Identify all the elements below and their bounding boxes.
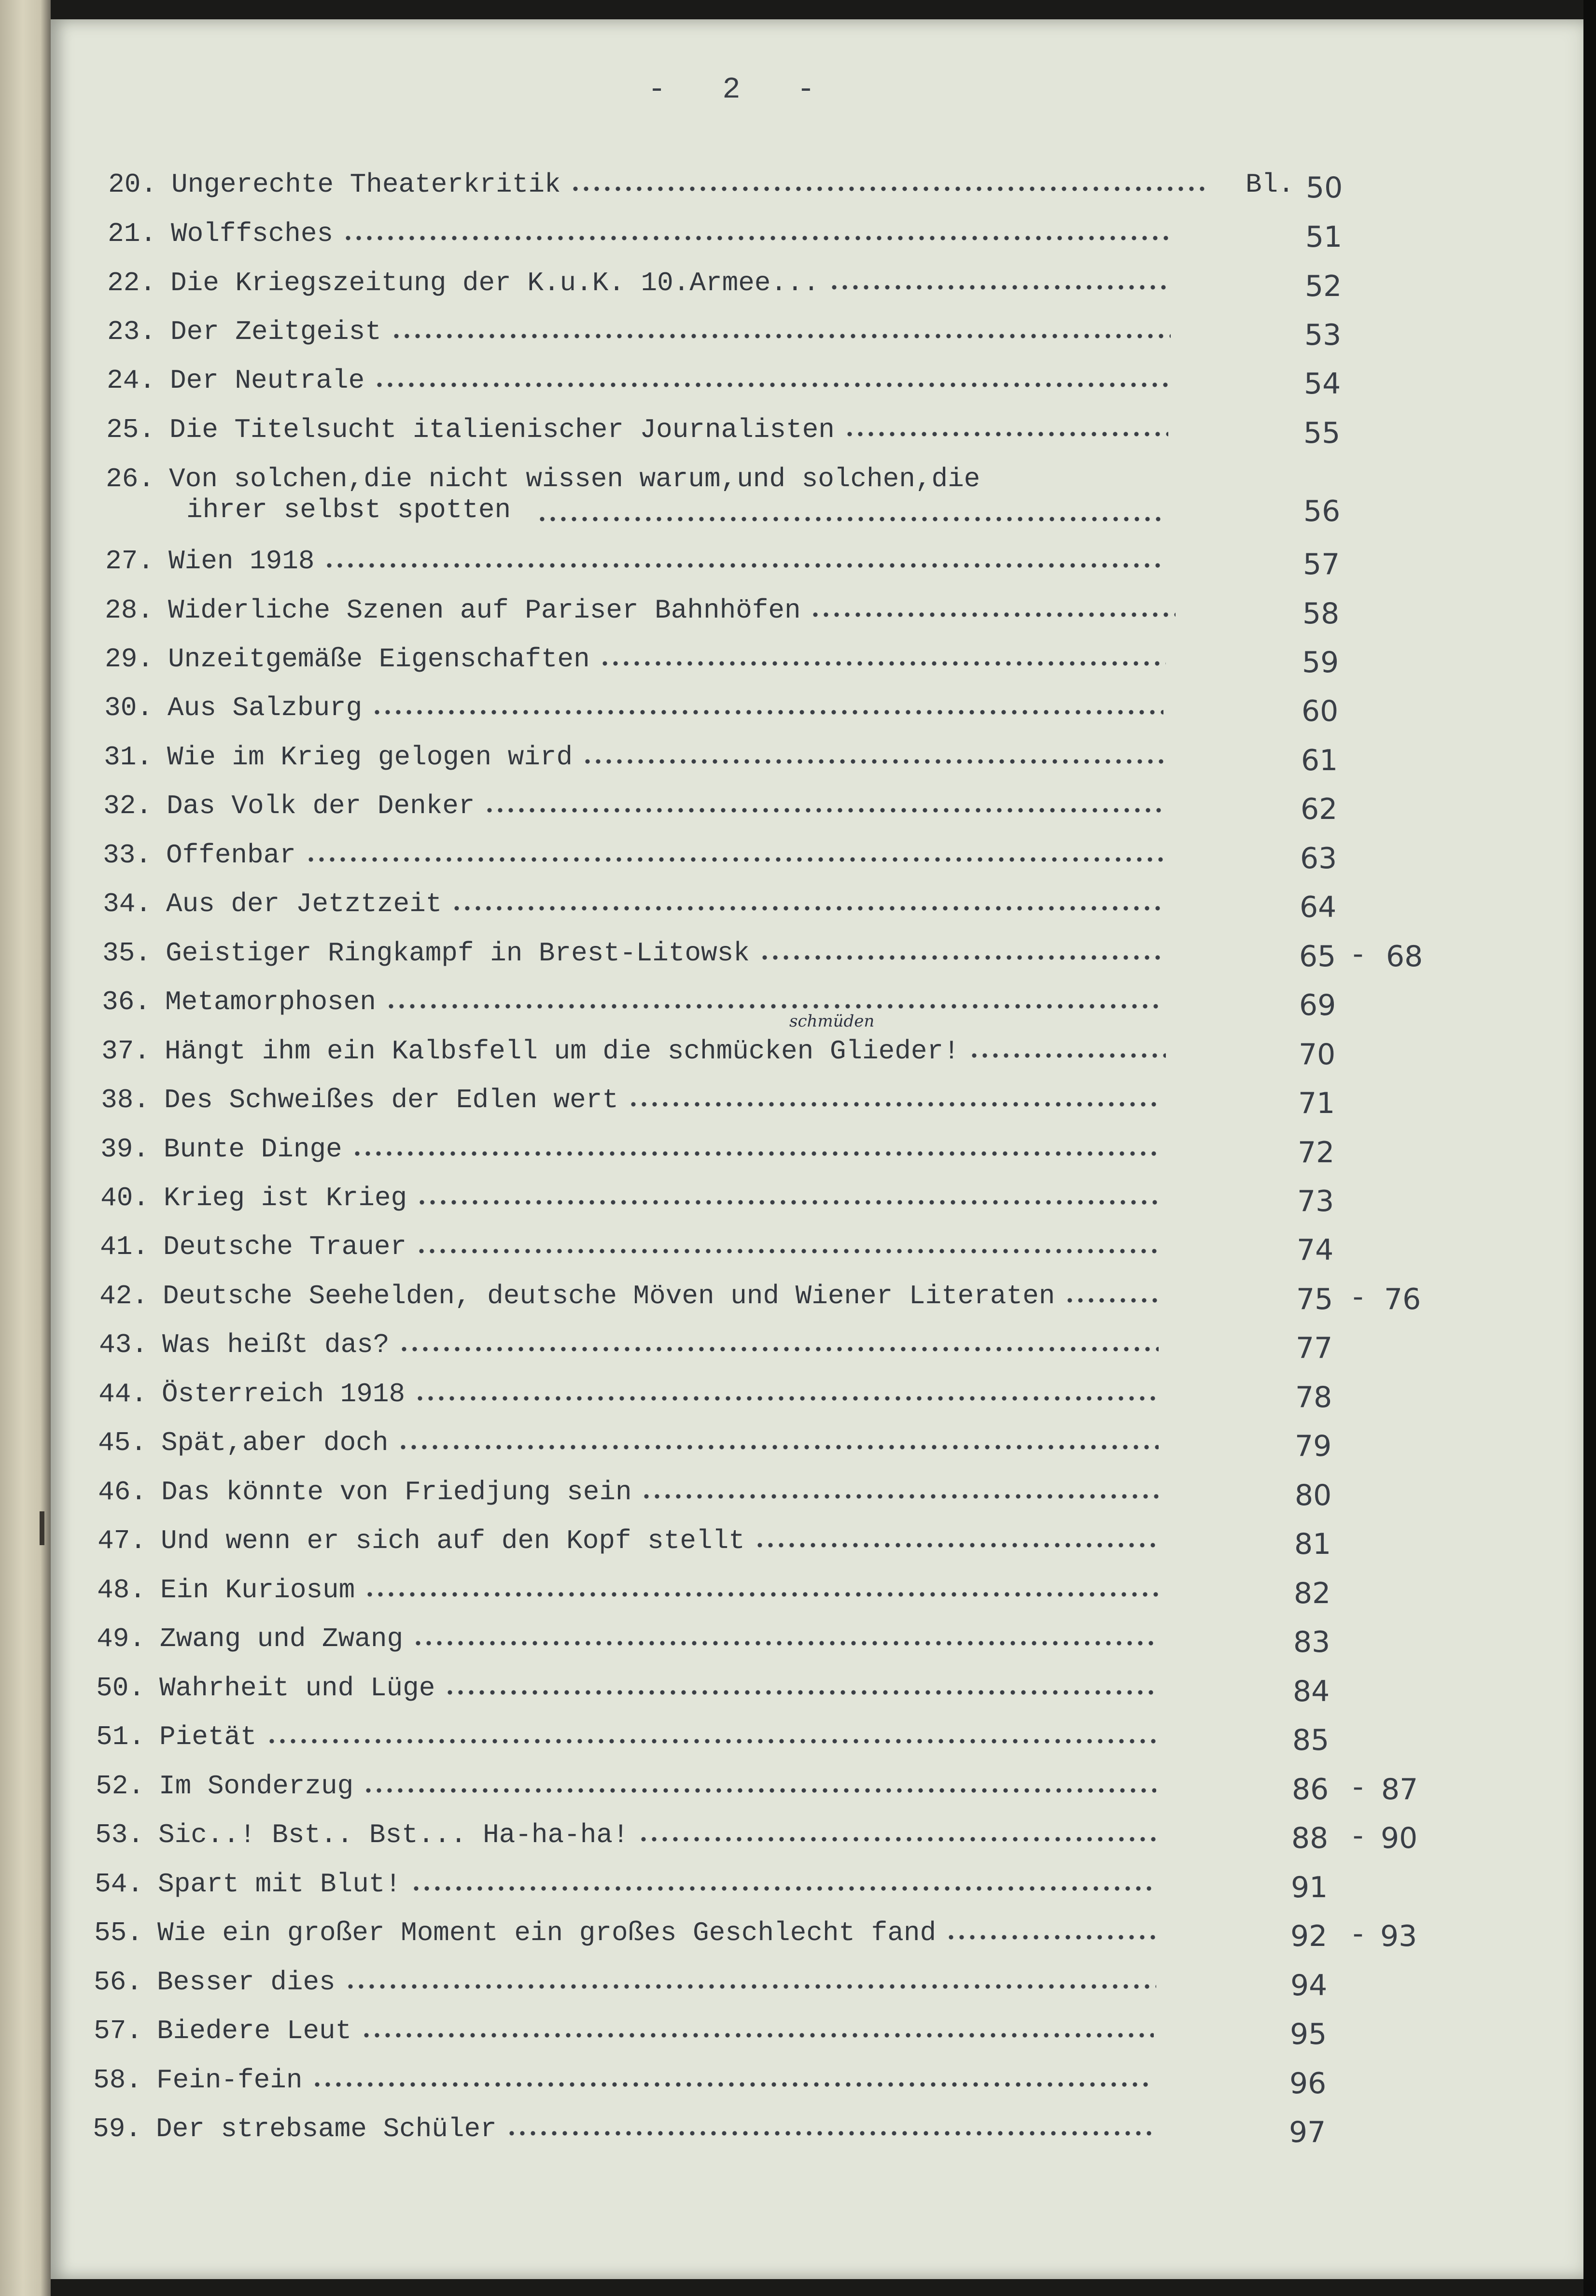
table-row — [51, 1525, 1583, 1574]
entry-title — [170, 268, 819, 298]
entry-number: 37. — [101, 1036, 150, 1067]
table-row — [51, 1967, 1583, 2015]
entry-number: 29. — [105, 644, 154, 675]
entry-title-line: Die Kriegszeitung der K.u.K. 10.Armee... — [170, 268, 820, 298]
sheet-number: 71 — [1298, 1086, 1335, 1120]
entry-number: 28. — [105, 595, 154, 626]
dot-leader — [372, 710, 1163, 715]
sheet-number: 64 — [1300, 890, 1337, 924]
entry-number: 22. — [107, 268, 156, 298]
entry-number: 42. — [99, 1281, 148, 1311]
entry-number: 47. — [98, 1525, 146, 1556]
entry-title-line: Wolffsches — [171, 218, 334, 249]
sheet-number: 54 — [1304, 367, 1341, 401]
entry-title-line: Und wenn er sich auf den Kopf stellt — [161, 1525, 745, 1556]
range-dash: - — [1349, 1773, 1367, 1805]
entry-title-line: Die Titelsucht italienischer Journalisten — [169, 414, 835, 445]
dot-leader — [416, 1249, 1159, 1254]
sheet-number: 52 — [1305, 269, 1342, 303]
table-row — [51, 1134, 1583, 1182]
dot-leader — [343, 236, 1173, 240]
entry-title — [159, 1771, 353, 1802]
entry-title — [168, 692, 362, 723]
entry-title — [162, 1379, 405, 1409]
table-row — [51, 644, 1583, 692]
dot-leader — [582, 759, 1163, 764]
entry-number: 38. — [101, 1085, 150, 1115]
entry-title — [170, 316, 381, 347]
entry-title-line: Fein-fein — [156, 2065, 303, 2096]
entry-title-line: Widerliche Szenen auf Pariser Bahnhöfen — [168, 595, 801, 626]
sheet-number: 74 — [1297, 1233, 1334, 1267]
entry-title — [165, 986, 376, 1017]
table-row — [51, 1427, 1583, 1476]
dot-leader — [641, 1494, 1159, 1499]
table-row — [51, 1183, 1583, 1231]
entry-title — [158, 1869, 401, 1900]
table-row — [51, 742, 1583, 790]
sheet-number: 65 — [1299, 940, 1336, 973]
sheet-number: 82 — [1294, 1577, 1331, 1610]
entry-title-line: Spart mit Blut! — [158, 1869, 402, 1900]
table-row — [51, 268, 1583, 316]
entry-title-line: Ungerechte Theaterkritik — [171, 169, 561, 200]
sheet-number: 80 — [1295, 1479, 1332, 1512]
dot-leader — [361, 2033, 1154, 2038]
sheet-number: 79 — [1295, 1429, 1332, 1463]
sheet-number: 55 — [1303, 416, 1341, 450]
dot-leader — [363, 1788, 1156, 1793]
entry-number: 46. — [98, 1477, 147, 1507]
entry-number: 39. — [100, 1134, 149, 1165]
entry-title-line: Deutsche Seehelden, deutsche Möven und Wiener Literaten — [163, 1281, 1055, 1311]
sheet-number: 59 — [1302, 646, 1339, 679]
sheet-number: 86 — [1292, 1773, 1329, 1806]
sheet-number-end: 87 — [1381, 1773, 1418, 1806]
entry-title — [157, 2015, 351, 2046]
table-row — [51, 169, 1583, 217]
entry-number: 50. — [96, 1673, 145, 1704]
entry-title-line: Geistiger Ringkampf in Brest-Litowsk — [166, 938, 750, 969]
table-row — [51, 1575, 1583, 1623]
entry-title-line: Zwang und Zwang — [160, 1623, 404, 1654]
dot-leader — [374, 382, 1168, 387]
entry-title — [161, 1525, 745, 1556]
sheet-number-end: 93 — [1380, 1919, 1417, 1953]
sheet-number: 97 — [1289, 2115, 1326, 2149]
table-row — [51, 1329, 1583, 1378]
entry-title — [164, 1183, 407, 1213]
entry-number: 58. — [93, 2065, 142, 2096]
entry-title — [168, 546, 314, 577]
dot-leader — [451, 906, 1161, 911]
dot-leader — [411, 1886, 1156, 1891]
dot-leader — [844, 432, 1168, 437]
table-row — [51, 1085, 1583, 1133]
dot-leader — [398, 1445, 1159, 1450]
sheet-number: 85 — [1292, 1723, 1330, 1757]
dot-leader — [445, 1690, 1156, 1695]
table-row — [51, 1771, 1583, 1819]
entry-title — [160, 1623, 403, 1654]
dot-leader — [352, 1151, 1161, 1156]
entry-title — [157, 1967, 336, 1998]
entry-title-line: Wie im Krieg gelogen wird — [167, 742, 573, 773]
sheet-number: 50 — [1306, 171, 1343, 205]
entry-number: 57. — [94, 2015, 142, 2046]
entry-title — [164, 1085, 618, 1115]
entry-title-line: Wien 1918 — [168, 546, 315, 577]
table-row — [51, 1819, 1583, 1868]
entry-title-line: Der Zeitgeist — [170, 316, 381, 347]
entry-title-line: Des Schweißes der Edlen wert — [164, 1085, 618, 1115]
entry-title-line: Wie ein großer Moment ein großes Geschlecht fand — [157, 1917, 937, 1948]
entry-title — [156, 2113, 497, 2144]
dot-leader — [829, 285, 1171, 290]
entry-title-line: Österreich 1918 — [162, 1379, 406, 1409]
entry-number: 31. — [104, 742, 153, 773]
entry-number: 33. — [103, 840, 152, 871]
dot-leader — [399, 1347, 1159, 1352]
entry-title — [169, 414, 835, 445]
table-row — [51, 464, 1583, 528]
entry-title — [161, 1477, 632, 1507]
dot-leader — [946, 1935, 1156, 1940]
dot-leader — [391, 334, 1171, 338]
table-row — [51, 2065, 1583, 2113]
entry-number: 44. — [98, 1379, 147, 1409]
entry-title — [171, 169, 561, 200]
entry-title — [168, 595, 801, 626]
dot-leader — [755, 1543, 1159, 1548]
entry-number: 53. — [95, 1819, 144, 1850]
entry-title — [163, 1231, 406, 1262]
range-dash: - — [1349, 1821, 1367, 1854]
entry-title-line: Was heißt das? — [162, 1329, 390, 1360]
entry-number: 20. — [108, 169, 157, 200]
table-row — [51, 888, 1583, 937]
entry-title — [167, 790, 475, 821]
entry-title — [166, 840, 296, 871]
sheet-number: 60 — [1302, 694, 1339, 728]
entry-title — [170, 365, 364, 396]
range-dash: - — [1349, 940, 1367, 972]
entry-title-line: Das könnte von Friedjung sein — [161, 1477, 632, 1507]
dot-leader — [628, 1102, 1161, 1107]
entry-title-line: Unzeitgemäße Eigenschaften — [168, 644, 590, 675]
entry-title-line: Ein Kuriosum — [160, 1575, 355, 1606]
entry-number: 25. — [106, 414, 155, 445]
table-row — [51, 1917, 1583, 1966]
table-row — [51, 790, 1583, 839]
dot-leader — [312, 2082, 1154, 2087]
sheet-number: 84 — [1293, 1675, 1330, 1708]
sheet-number-end: 90 — [1381, 1821, 1418, 1855]
table-row — [51, 1379, 1583, 1427]
entry-title — [159, 1721, 257, 1752]
entry-number: 27. — [105, 546, 154, 577]
handwritten-correction: schmüden — [789, 1012, 875, 1031]
entry-title-line: Sic..! Bst.. Bst... Ha-ha-ha! — [158, 1819, 629, 1850]
dot-leader — [1064, 1298, 1161, 1303]
sheet-number-end: 68 — [1386, 940, 1423, 973]
entry-title-line: Aus Salzburg — [168, 692, 363, 723]
entry-title — [157, 1917, 936, 1948]
sheet-number: 77 — [1296, 1331, 1333, 1365]
entry-title — [162, 1329, 389, 1360]
binding-mark — [40, 1511, 44, 1545]
dot-leader — [759, 955, 1161, 960]
sheet-number: 62 — [1301, 792, 1338, 826]
entry-title — [163, 1281, 1055, 1311]
entry-title — [166, 938, 750, 969]
dot-leader — [306, 857, 1163, 862]
table-row — [51, 1721, 1583, 1770]
entry-title-line: Der strebsame Schüler — [156, 2113, 497, 2144]
entry-number: 36. — [102, 986, 151, 1017]
dot-leader — [484, 808, 1163, 813]
entry-number: 51. — [96, 1721, 145, 1752]
entry-title-line: Deutsche Trauer — [163, 1231, 407, 1262]
entry-number: 49. — [97, 1623, 145, 1654]
table-row — [51, 2113, 1583, 2162]
entry-title-line: Metamorphosen — [165, 986, 376, 1017]
dot-leader — [415, 1396, 1159, 1401]
range-dash: - — [1349, 1282, 1367, 1315]
sheet-number: 94 — [1290, 1969, 1328, 2002]
sheet-prefix: Bl. — [1246, 169, 1294, 200]
entry-title-line: Hängt ihm ein Kalbsfell um die schmücken Glieder! — [165, 1036, 960, 1067]
entry-title-line: Biedere Leut — [157, 2015, 352, 2046]
entry-title-line: Im Sonderzug — [159, 1771, 354, 1802]
dot-leader — [537, 517, 1166, 521]
scan-edge — [1583, 0, 1596, 2296]
entry-title-line: Aus der Jetztzeit — [166, 888, 442, 919]
entry-title-line: Wahrheit und Lüge — [159, 1673, 435, 1704]
entry-number: 21. — [108, 218, 156, 249]
sheet-number: 96 — [1289, 2067, 1327, 2100]
sheet-number: 61 — [1301, 744, 1338, 777]
entry-title — [161, 1427, 388, 1458]
entry-number: 40. — [100, 1183, 149, 1213]
dot-leader — [810, 612, 1176, 617]
entry-title-line: Krieg ist Krieg — [164, 1183, 407, 1213]
table-row — [51, 1231, 1583, 1280]
dot-leader — [324, 563, 1166, 568]
sheet-number: 51 — [1305, 220, 1343, 254]
entry-title — [166, 888, 442, 919]
entry-title — [169, 464, 980, 525]
range-dash: - — [1349, 1919, 1367, 1952]
entry-number: 41. — [100, 1231, 149, 1262]
sheet-number: 92 — [1290, 1919, 1328, 1953]
dot-leader — [386, 1004, 1161, 1009]
sheet-number: 57 — [1303, 548, 1340, 581]
dot-leader — [364, 1592, 1159, 1597]
table-row — [51, 595, 1583, 643]
entry-title-line: Von solchen,die nicht wissen warum,und solchen,die — [169, 464, 980, 494]
dot-leader — [570, 186, 1209, 191]
table-row — [51, 1477, 1583, 1525]
table-row — [51, 218, 1583, 267]
entry-title-line: Der Neutrale — [170, 365, 365, 396]
table-row — [51, 2015, 1583, 2064]
sheet-number-end: 76 — [1384, 1282, 1421, 1316]
entry-title-line: Bunte Dinge — [164, 1134, 342, 1165]
table-row — [51, 414, 1583, 463]
entry-number: 45. — [98, 1427, 147, 1458]
sheet-number: 53 — [1304, 318, 1342, 352]
entry-number: 54. — [95, 1869, 143, 1900]
sheet-number: 69 — [1299, 988, 1336, 1022]
table-row — [51, 316, 1583, 365]
sheet-number: 91 — [1291, 1871, 1328, 1904]
dot-leader — [417, 1200, 1159, 1205]
table-row — [51, 938, 1583, 986]
sheet-number: 70 — [1299, 1038, 1336, 1071]
entry-number: 52. — [96, 1771, 144, 1802]
table-row — [51, 1281, 1583, 1329]
entry-number: 56. — [94, 1967, 142, 1998]
entry-title — [167, 742, 573, 773]
entry-title-line2: ihrer selbst spotten — [186, 494, 511, 525]
entry-number: 59. — [93, 2113, 141, 2144]
entry-title-line: Das Volk der Denker — [167, 790, 475, 821]
dot-leader — [266, 1739, 1156, 1744]
table-row — [51, 1673, 1583, 1721]
dot-leader — [600, 661, 1166, 666]
entry-title — [165, 1036, 960, 1067]
sheet-number: 81 — [1294, 1527, 1331, 1561]
table-row — [51, 1036, 1583, 1084]
table-row — [51, 365, 1583, 413]
sheet-number: 95 — [1290, 2017, 1327, 2051]
table-row — [51, 692, 1583, 741]
page-number: - 2 - — [647, 72, 835, 107]
entry-number: 30. — [104, 692, 153, 723]
entry-number: 26. — [106, 464, 154, 494]
dot-leader — [506, 2131, 1154, 2136]
entry-title — [158, 1819, 629, 1850]
binding-strip — [0, 0, 51, 2296]
entry-title-line: Pietät — [159, 1721, 257, 1752]
entry-number: 55. — [94, 1917, 143, 1948]
table-row — [51, 1623, 1583, 1672]
sheet-number: 56 — [1303, 494, 1341, 528]
entry-number: 24. — [107, 365, 155, 396]
dot-leader — [413, 1641, 1156, 1646]
sheet-number: 75 — [1296, 1282, 1333, 1316]
entry-title-line: Spät,aber doch — [161, 1427, 389, 1458]
table-row — [51, 840, 1583, 888]
entry-title — [159, 1673, 435, 1704]
entry-title — [156, 2065, 302, 2096]
sheet-number: 88 — [1291, 1821, 1329, 1855]
entry-number: 35. — [102, 938, 151, 969]
dot-leader — [345, 1984, 1156, 1989]
entry-number: 32. — [103, 790, 152, 821]
entry-title-line: Offenbar — [166, 840, 296, 871]
sheet-number: 83 — [1293, 1625, 1330, 1659]
sheet-number: 63 — [1300, 842, 1337, 875]
entry-number: 43. — [99, 1329, 148, 1360]
sheet-number: 58 — [1302, 597, 1340, 631]
sheet-number: 78 — [1295, 1380, 1332, 1414]
entry-number: 34. — [103, 888, 152, 919]
table-row — [51, 546, 1583, 594]
dot-leader — [638, 1837, 1156, 1842]
entry-title-line: Besser dies — [157, 1967, 336, 1998]
sheet-number: 72 — [1298, 1136, 1335, 1169]
dot-leader — [969, 1053, 1166, 1058]
entry-title — [160, 1575, 355, 1606]
entry-title — [171, 218, 333, 249]
entry-number: 23. — [107, 316, 156, 347]
sheet-number: 73 — [1297, 1184, 1334, 1218]
document-page — [51, 19, 1583, 2279]
entry-title — [168, 644, 590, 675]
entry-title — [164, 1134, 342, 1165]
table-row — [51, 1869, 1583, 1917]
entry-number: 48. — [97, 1575, 146, 1606]
